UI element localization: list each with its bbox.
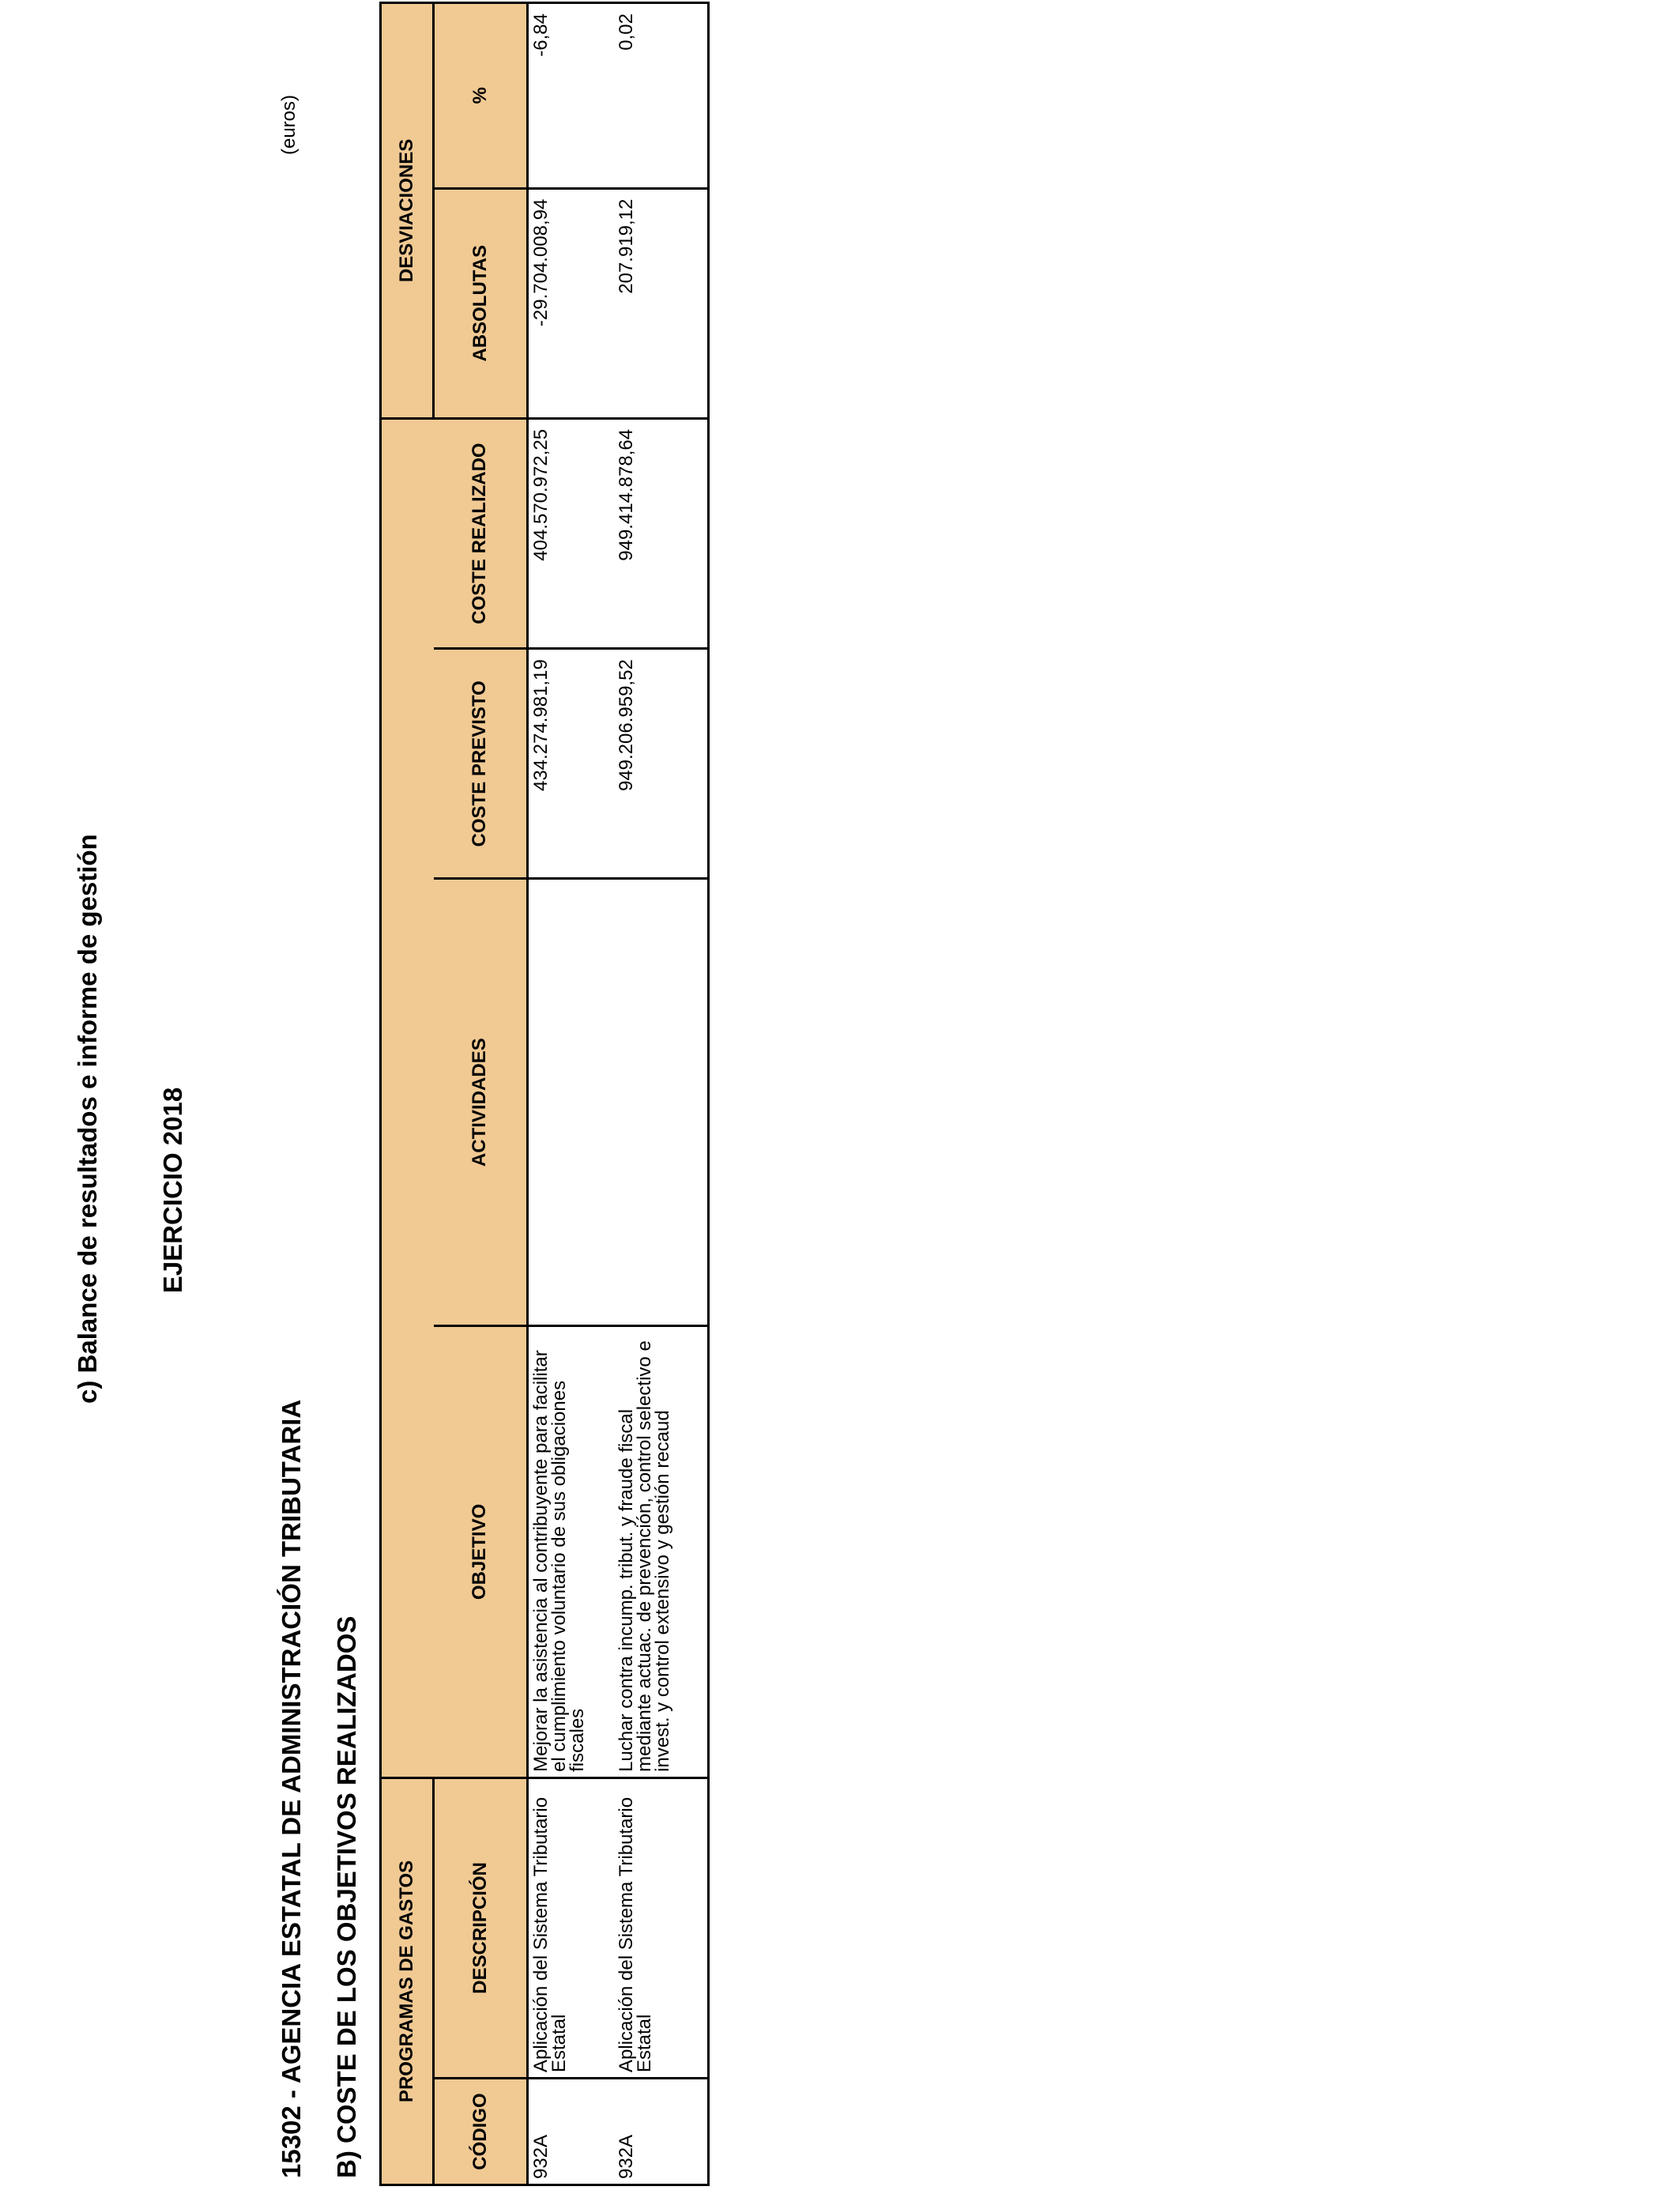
cell-porcentaje: 0,02 [614, 3, 709, 189]
cell-descripcion: Aplicación del Sistema Tributario Estatal [528, 1777, 615, 2078]
table-row [528, 3, 615, 2185]
header-blank [381, 879, 434, 1325]
column-header-coste-realizado: COSTE REALIZADO [434, 418, 528, 648]
cell-actividades [528, 879, 615, 1325]
column-header-absolutas: ABSOLUTAS [434, 188, 528, 418]
report-subtitle: B) COSTE DE LOS OBJETIVOS REALIZADOS [332, 1615, 361, 2178]
units-label: (euros) [278, 94, 299, 155]
column-header-coste-previsto: COSTE PREVISTO [434, 649, 528, 879]
cell-absolutas: -29.704.008,94 [528, 188, 615, 418]
objectives-cost-table [379, 2, 710, 2186]
section-title: c) Balance de resultados e informe de gestión [73, 834, 102, 1404]
cell-codigo: 932A [614, 2079, 709, 2185]
column-header-porcentaje: % [434, 3, 528, 189]
header-blank [381, 418, 434, 648]
cell-coste-previsto: 434.274.981,19 [528, 649, 615, 879]
group-programas-de-gastos: PROGRAMAS DE GASTOS [381, 1777, 434, 2185]
cell-absolutas: 207.919,12 [614, 188, 709, 418]
column-header-codigo: CÓDIGO [434, 2079, 528, 2185]
exercise-title: EJERCICIO 2018 [158, 1087, 187, 1294]
agency-title: 15302 - AGENCIA ESTATAL DE ADMINISTRACIÓN TRIBUTARIA [277, 1399, 306, 2178]
header-blank [381, 1325, 434, 1777]
column-header-descripcion: DESCRIPCIÓN [434, 1777, 528, 2078]
cell-porcentaje: -6,84 [528, 3, 615, 189]
cell-codigo: 932A [528, 2079, 615, 2185]
cell-objetivo: Luchar contra incump. tribut. y fraude fiscal mediante actuac. de prevención, control selectivo e invest. y control extensivo y gestión recaud [614, 1325, 709, 1777]
table-row [614, 3, 709, 2185]
group-desviaciones: DESVIACIONES [381, 3, 434, 419]
header-blank [381, 649, 434, 879]
cell-descripcion: Aplicación del Sistema Tributario Estatal [614, 1777, 709, 2078]
cell-objetivo: Mejorar la asistencia al contribuyente para facilitar el cumplimiento voluntario de sus obligaciones fiscales [528, 1325, 615, 1777]
column-header-objetivo: OBJETIVO [434, 1325, 528, 1777]
column-header-actividades: ACTIVIDADES [434, 879, 528, 1325]
cell-coste-previsto: 949.206.959,52 [614, 649, 709, 879]
cell-coste-realizado: 404.570.972,25 [528, 418, 615, 648]
cell-actividades [614, 879, 709, 1325]
cell-coste-realizado: 949.414.878,64 [614, 418, 709, 648]
